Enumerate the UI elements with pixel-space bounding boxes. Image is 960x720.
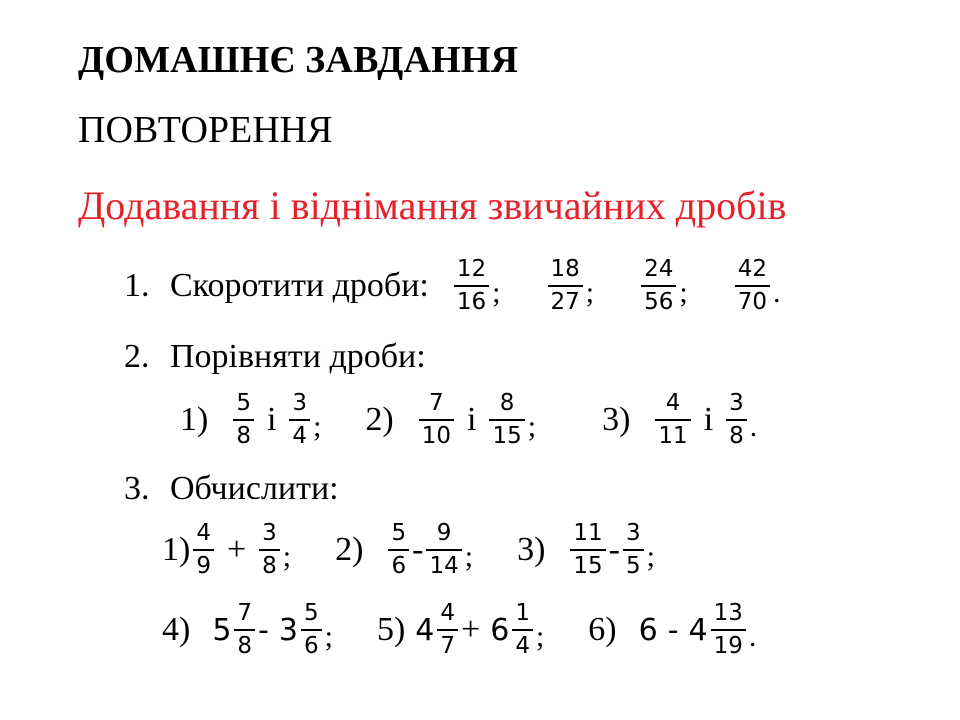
fraction: $\frac{5}{8}$	[233, 392, 254, 448]
fraction: $\frac{42}{70}$	[735, 258, 770, 314]
whole-number: 5	[212, 612, 232, 648]
operator: -	[258, 612, 269, 648]
whole-number: 6	[490, 612, 510, 648]
item-label: 1)	[162, 531, 191, 568]
fraction: $\frac{12}{16}$	[454, 258, 489, 314]
whole-number: 4	[415, 612, 435, 648]
task-1-number: 1.	[124, 267, 150, 304]
fraction: $\frac{3}{5}$	[623, 522, 644, 578]
conjunction: і	[703, 401, 714, 438]
fraction: $\frac{4}{7}$	[437, 602, 458, 658]
fraction: $\frac{5}{6}$	[388, 522, 409, 578]
task-3	[124, 470, 339, 508]
whole-number: 3	[278, 612, 298, 648]
item-label: 6)	[588, 611, 617, 648]
fraction: $\frac{4}{11}$	[655, 392, 690, 448]
item-label: 1)	[180, 401, 209, 438]
task-3-row-2: 4) 5 $\frac{7}{8}$ - 3 $\frac{5}{6}$ ; 5) 4 $\frac{4}{7}$ + 6 $\frac{1}{4}$ ; 6) 6 - 4 $\frac{13}{19}$ .	[162, 600, 757, 659]
operator: -	[667, 612, 679, 648]
task-3-row-1: 1) $\frac{4}{9}$ + $\frac{3}{8}$ ; 2) $\frac{5}{6}$ - $\frac{9}{14}$ ; 3) $\frac{11}{15}$ - $\frac{3}{5}$ ;	[162, 520, 655, 579]
whole-number: 6	[638, 612, 658, 648]
fraction: $\frac{18}{27}$	[548, 258, 583, 314]
item-label: 5)	[376, 611, 406, 648]
topic-heading: Додавання і віднімання звичайних дробів	[78, 183, 787, 228]
page-title: ДОМАШНЄ ЗАВДАННЯ	[78, 39, 519, 81]
fraction: $\frac{13}{19}$	[711, 602, 746, 658]
task-1: 1. Скоротити дроби: $\frac{12}{16}$ ; $\frac{18}{27}$ ; $\frac{24}{56}$ ; $\frac{42}{70}$ .	[124, 256, 781, 315]
operator: +	[461, 611, 481, 648]
fraction: $\frac{7}{10}$	[419, 392, 454, 448]
operator: -	[412, 531, 424, 568]
fraction: $\frac{8}{15}$	[489, 392, 524, 448]
task-3-text: Обчислити:	[170, 470, 339, 507]
item-label: 3)	[602, 401, 631, 438]
task-1-text: Скоротити дроби:	[170, 267, 429, 304]
whole-number: 4	[688, 612, 708, 648]
fraction: $\frac{3}{8}$	[259, 522, 280, 578]
task-2	[124, 338, 426, 376]
fraction: $\frac{24}{56}$	[641, 258, 676, 314]
task-2-items: 1) $\frac{5}{8}$ і $\frac{3}{4}$ ; 2) $\frac{7}{10}$ і $\frac{8}{15}$ ; 3) $\frac{4}{11}$ і $\frac{3}{8}$ .	[180, 390, 758, 449]
item-label: 2)	[365, 401, 394, 438]
fraction: $\frac{5}{6}$	[301, 602, 322, 658]
fraction: $\frac{3}{4}$	[289, 392, 310, 448]
conjunction: і	[266, 401, 277, 438]
task-2-text: Порівняти дроби:	[170, 338, 426, 375]
fraction: $\frac{3}{8}$	[726, 392, 747, 448]
operator: +	[226, 531, 247, 568]
task-3-number: 3.	[124, 470, 150, 507]
fraction: $\frac{11}{15}$	[570, 522, 605, 578]
task-2-number: 2.	[124, 338, 150, 375]
item-label: 3)	[517, 531, 546, 568]
page-subtitle: ПОВТОРЕННЯ	[78, 109, 333, 151]
fraction: $\frac{7}{8}$	[234, 602, 255, 658]
item-label: 4)	[162, 611, 191, 648]
fraction: $\frac{1}{4}$	[512, 602, 533, 658]
fraction: $\frac{9}{14}$	[426, 522, 461, 578]
operator: -	[608, 531, 620, 568]
conjunction: і	[467, 401, 477, 438]
item-label: 2)	[335, 531, 364, 568]
fraction: $\frac{4}{9}$	[193, 522, 214, 578]
